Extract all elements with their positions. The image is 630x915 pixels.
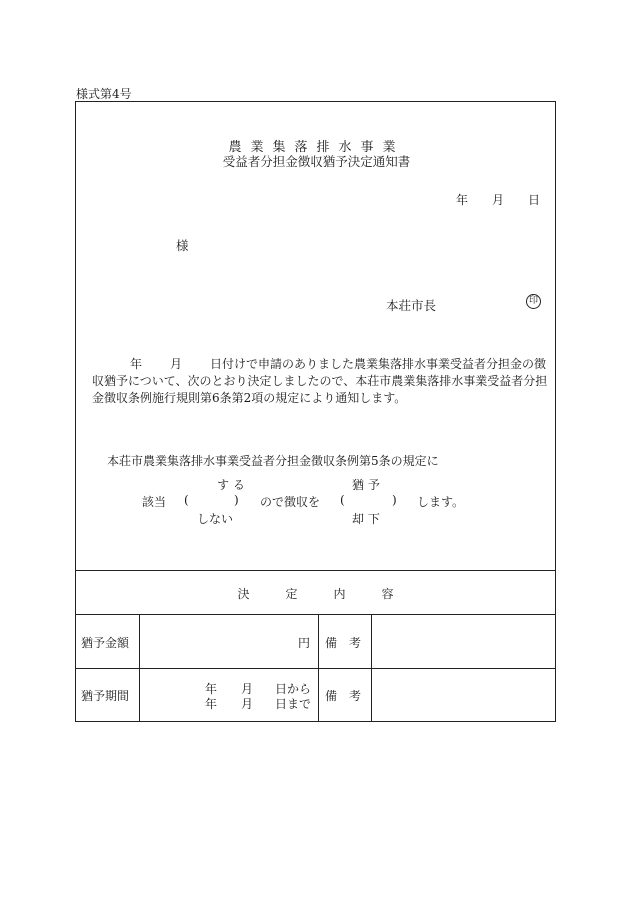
notice-body [92,356,548,407]
date-day: 日 [528,193,541,207]
option-paren-open-2: ( [340,493,345,507]
option-shinai: しない [197,512,234,526]
heading-char-1: 決 [237,587,250,601]
form-number: 様式第4号 [76,87,132,101]
table-col-rule-3 [371,614,372,721]
row-period-label: 猶予期間 [81,689,130,703]
issuer-name: 本荘市長 [386,298,437,313]
title-line-2: 受益者分担金徴収猶予決定通知書 [222,154,411,169]
period-to-year: 年 [205,697,218,711]
period-from-day: 日から [275,682,312,696]
row-amount-yen: 円 [298,636,311,650]
table-heading-rule [76,614,555,615]
option-shimasu: します。 [417,495,465,509]
body-month: 月 [170,357,183,371]
notice-frame [75,101,556,722]
addressee-suffix: 様 [176,238,189,253]
heading-char-2: 定 [285,587,298,601]
date-year: 年 [456,193,469,207]
option-kyakka: 却 下 [352,512,380,526]
table-top-rule [76,570,555,571]
table-col-rule-1 [139,614,140,721]
period-from-month: 月 [241,682,254,696]
body-text: 日付けで申請のありました農業集落排水事業受益者分担金の徴収猶予について、次のとおり決定しましたので、本荘市農業集落排水事業受益者分担金徴収条例施行規則第6条第2項の規定により通知します。 [92,357,548,405]
option-suru: す る [217,478,245,492]
period-to-month: 月 [241,697,254,711]
option-paren-open-1: ( [184,493,189,507]
option-gaito: 該当 [142,495,167,509]
table-row-rule [76,668,555,669]
heading-char-4: 容 [381,587,394,601]
decision-heading [76,585,555,602]
seal-icon: 印 [526,294,541,309]
body-year: 年 [130,357,143,371]
row-amount-label: 猶予金額 [81,636,130,650]
period-to-day: 日まで [275,697,312,711]
option-node-choshu: ので徴収を [260,495,321,509]
row-period-remarks: 備 考 [325,689,362,703]
date-month: 月 [492,193,505,207]
option-paren-close-1: ) [234,493,239,507]
rule-line: 本荘市農業集落排水事業受益者分担金徴収条例第5条の規定に [107,454,439,468]
table-col-rule-2 [318,614,319,721]
heading-char-3: 内 [333,587,346,601]
title-line-1: 農業集落排水事業 [228,140,405,155]
option-paren-close-2: ) [392,493,397,507]
option-yuyo: 猶 予 [352,478,380,492]
period-from-year: 年 [205,682,218,696]
row-amount-remarks: 備 考 [325,636,362,650]
